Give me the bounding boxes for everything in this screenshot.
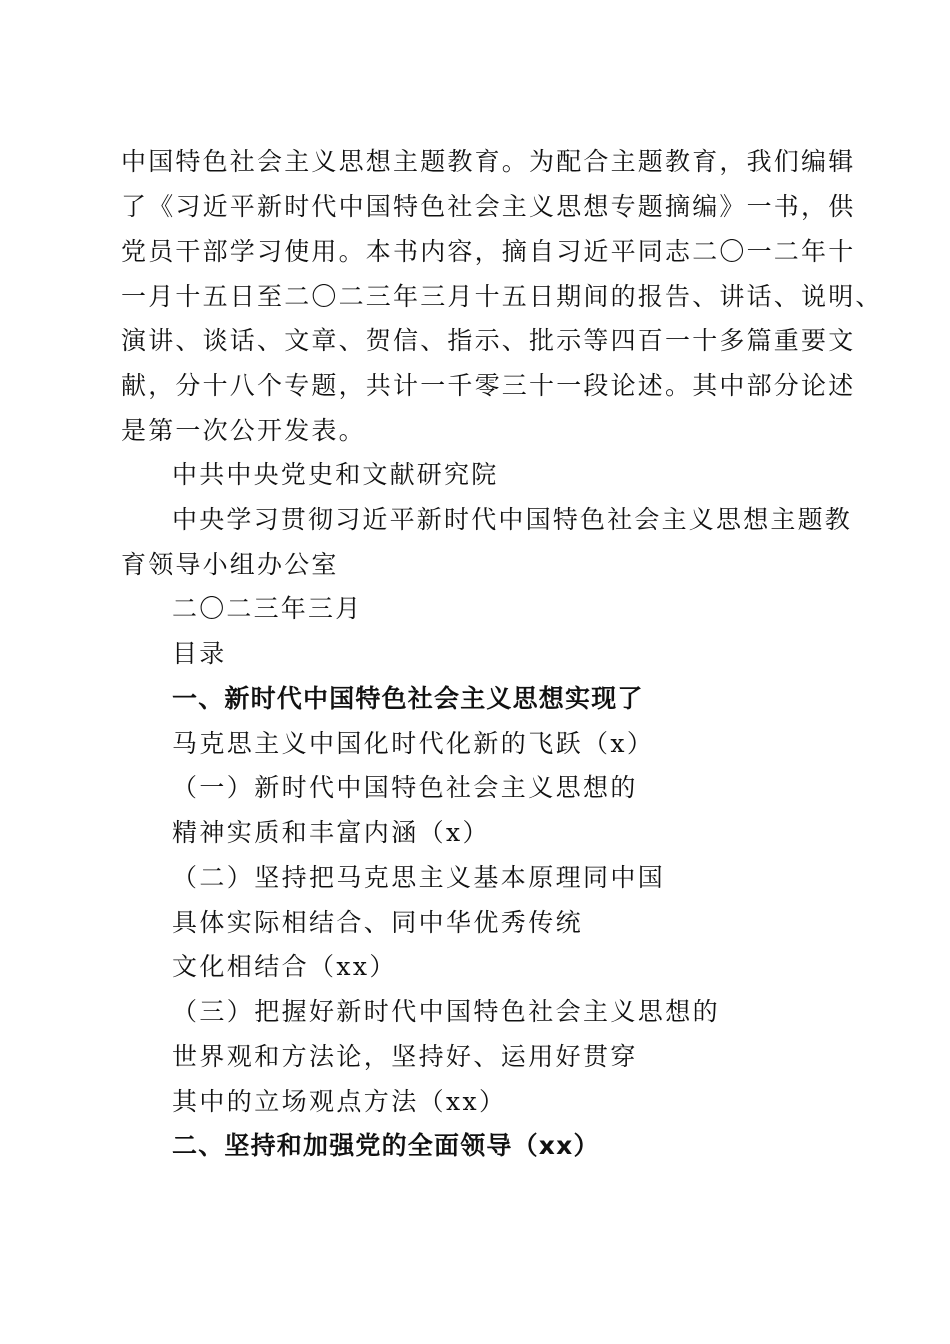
signature-org-party-history: 中共中央党史和文献研究院	[172, 460, 499, 489]
toc-section-1-3-cont: 其中的立场观点方法（xx）	[172, 1087, 507, 1116]
signature-org-leading-group-cont: 育领导小组办公室	[121, 550, 339, 579]
toc-section-1-2-cont: 文化相结合（xx）	[172, 952, 397, 981]
toc-section-1-3-cont: 世界观和方法论，坚持好、运用好贯穿	[172, 1042, 638, 1071]
toc-section-1-3: （三）把握好新时代中国特色社会主义思想的	[172, 997, 721, 1026]
toc-title: 目录	[172, 639, 227, 668]
toc-chapter-1-cont: 马克思主义中国化时代化新的飞跃（x）	[172, 729, 655, 758]
signature-date: 二〇二三年三月	[172, 594, 363, 623]
preface-line: 一月十五日至二〇二三年三月十五日期间的报告、讲话、说明、	[121, 282, 883, 311]
toc-section-1-1: （一）新时代中国特色社会主义思想的	[172, 773, 638, 802]
preface-line: 献，分十八个专题，共计一千零三十一段论述。其中部分论述	[121, 371, 856, 400]
preface-line: 党员干部学习使用。本书内容，摘自习近平同志二〇一二年十	[121, 237, 856, 266]
preface-line: 中国特色社会主义思想主题教育。为配合主题教育，我们编辑	[121, 147, 856, 176]
toc-chapter-1: 一、新时代中国特色社会主义思想实现了	[172, 684, 644, 713]
preface-line: 演讲、谈话、文章、贺信、指示、批示等四百一十多篇重要文	[121, 326, 856, 355]
signature-org-leading-group: 中央学习贯彻习近平新时代中国特色社会主义思想主题教	[172, 505, 853, 534]
preface-line: 是第一次公开发表。	[121, 416, 366, 445]
toc-section-1-1-cont: 精神实质和丰富内涵（x）	[172, 818, 490, 847]
toc-section-1-2: （二）坚持把马克思主义基本原理同中国	[172, 863, 666, 892]
toc-chapter-2: 二、坚持和加强党的全面领导（xx）	[172, 1131, 600, 1160]
preface-line: 了《习近平新时代中国特色社会主义思想专题摘编》一书，供	[121, 192, 856, 221]
toc-section-1-2-cont: 具体实际相结合、同中华优秀传统	[172, 908, 584, 937]
